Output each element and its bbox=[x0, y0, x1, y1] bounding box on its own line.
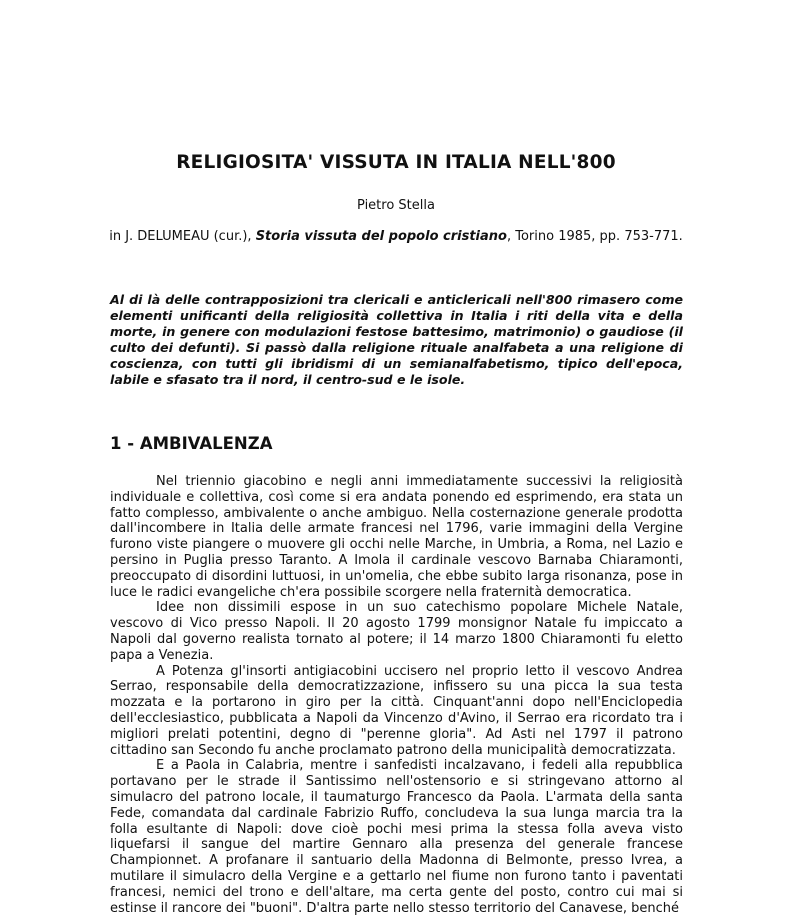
abstract: Al di là delle contrapposizioni tra clericali e anticlericali nell'800 rimasero come elementi unificanti della religiosità collettiva in Italia i riti della vita e della morte, in genere con modulazioni festose battesimo, matrimonio) o gaudiose (il culto dei defunti). Si passò dalla religione rituale analfabeta a una religione di coscienza, con tutti gli ibridismi di un semianalfabetismo, tipico dell'epoca, labile e sfasato tra il nord, il centro-sud e le isole. bbox=[110, 292, 683, 387]
citation-work-title: Storia vissuta del popolo cristiano bbox=[255, 229, 507, 244]
paragraph: E a Paola in Calabria, mentre i sanfedisti incalzavano, i fedeli alla repubblica portavano per le strade il Santissimo nell'ostensorio e si stringevano attorno al simulacro del patrono locale, il taumaturgo Francesco da Paola. L'armata della santa Fede, comandata dal cardinale Fabrizio Ruffo, concludeva la sua lunga marcia tra la folla esultante di Napoli: dove cioè pochi mesi prima la stessa folla aveva visto liquefarsi il sangue del martire Gennaro alla presenza del generale francese Championnet. A profanare il santuario della Madonna di Belmonte, presso Ivrea, a mutilare il simulacro della Vergine e a gettarlo nel fiume non furono tanto i paventati francesi, nemici del trono e dell'altare, ma certa gente del posto, contro cui mai si estinse il rancore dei "buoni". D'altra parte nello stesso territorio del Canavese, benché bbox=[110, 758, 683, 916]
paragraph: A Potenza gl'insorti antigiacobini uccisero nel proprio letto il vescovo Andrea Serrao, responsabile della democratizzazione, infissero su una picca la sua testa mozzata e la portarono in giro per la città. Cinquant'anni dopo nell'Enciclopedia dell'ecclesiastico, pubblicata a Napoli da Vincenzo d'Avino, il Serrao era ricordato tra i migliori prelati potentini, degno di "perenne gloria". Ad Asti nel 1797 il patrono cittadino san Secondo fu anche proclamato patrono della municipalità democratizzata. bbox=[110, 663, 683, 758]
paragraph: Idee non dissimili espose in un suo catechismo popolare Michele Natale, vescovo di Vico presso Napoli. Il 20 agosto 1799 monsignor Natale fu impiccato a Napoli dal governo realista tornato al potere; il 14 marzo 1800 Chiaramonti fu eletto papa a Venezia. bbox=[110, 600, 683, 663]
section-heading: 1 - AMBIVALENZA bbox=[110, 434, 273, 453]
paragraph: Nel triennio giacobino e negli anni immediatamente successivi la religiosità individuale e collettiva, così come si era andata ponendo ed esprimendo, era stata un fatto complesso, ambivalente o anche ambiguo. Nella costernazione generale prodotta dall'incombere in Italia delle armate francesi nel 1796, varie immagini della Vergine furono viste piangere o muovere gli occhi nelle Marche, in Umbria, a Roma, nel Lazio e persino in Puglia presso Taranto. A Imola il cardinale vescovo Barnaba Chiaramonti, preoccupato di disordini luttuosi, in un'omelia, che ebbe subito larga risonanza, pose in luce le radici evangeliche ch'era possibile scorgere nella fraternità democratica. bbox=[110, 474, 683, 600]
citation-prefix: in J. DELUMEAU (cur.), bbox=[109, 229, 256, 244]
author-name: Pietro Stella bbox=[357, 198, 435, 213]
citation-suffix: , Torino 1985, pp. 753-771. bbox=[506, 229, 683, 244]
document-title: RELIGIOSITA' VISSUTA IN ITALIA NELL'800 bbox=[176, 152, 616, 173]
body-text bbox=[110, 474, 683, 916]
source-citation bbox=[0, 229, 792, 244]
